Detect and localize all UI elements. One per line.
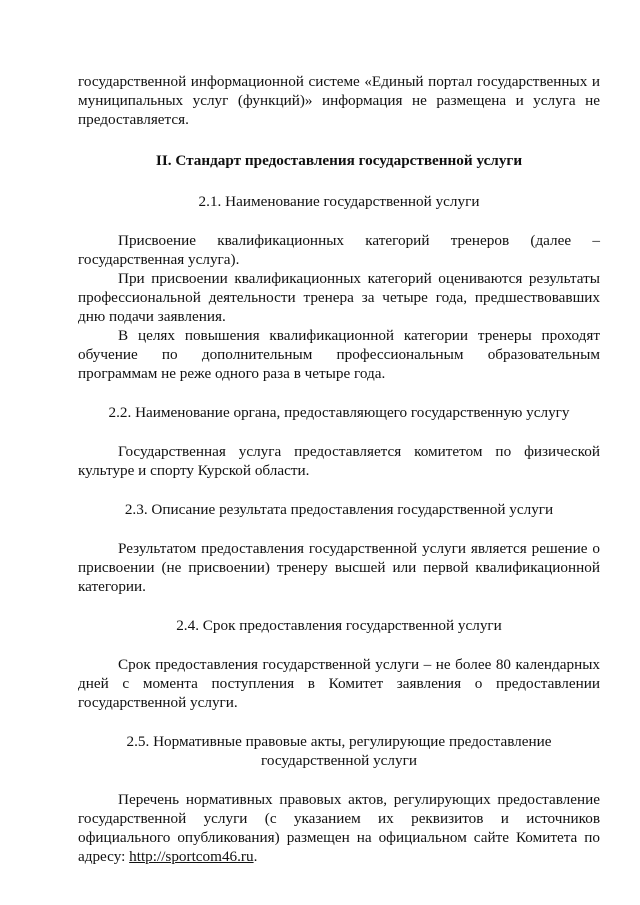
subsection-heading-2-3: 2.3. Описание результата предоставления государственной услуги — [124, 501, 554, 518]
paragraph-2-1-b: При присвоении квалификационных категорий оцениваются результаты профессиональной деятельности тренера за четыре года, предшествовавших дню подачи заявления. — [78, 270, 600, 325]
subsection-heading-2-4: 2.4. Срок предоставления государственной услуги — [176, 617, 502, 634]
subsection-heading-2-2: 2.2. Наименование органа, предоставляющего государственную услугу — [108, 404, 570, 421]
paragraph-2-1-a: Присвоение квалификационных категорий тренеров (далее – государственная услуга). — [78, 232, 600, 268]
paragraph-2-4: Срок предоставления государственной услуги – не более 80 календарных дней с момента поступления в Комитет заявления о предоставлении государственной услуги. — [78, 656, 600, 711]
paragraph-2-1-c: В целях повышения квалификационной категории тренеры проходят обучение по дополнительным профессиональным образовательным программам не реже одного раза в четыре года. — [78, 327, 600, 382]
paragraph-2-5-text: Перечень нормативных правовых актов, регулирующих предоставление государственной услуги (с указанием их реквизитов и источников официального опубликования) размещен на официальном сайте Комитета по адресу: — [78, 791, 600, 865]
sportcom-link[interactable]: http://sportcom46.ru — [129, 848, 254, 865]
subsection-heading-2-1: 2.1. Наименование государственной услуги — [198, 193, 480, 210]
subsection-heading-2-5-line1: 2.5. Нормативные правовые акты, регулирующие предоставление — [126, 733, 552, 750]
paragraph-2-5 — [78, 790, 600, 866]
section-title: II. Стандарт предоставления государственной услуги — [155, 152, 523, 169]
subsection-heading-2-5-line2: государственной услуги — [261, 752, 417, 769]
subsection-heading-2-5 — [78, 732, 600, 770]
paragraph-2-2: Государственная услуга предоставляется комитетом по физической культуре и спорту Курской области. — [78, 443, 600, 479]
paragraph-2-3: Результатом предоставления государственной услуги является решение о присвоении (не присвоении) тренеру высшей или первой квалификационной категории. — [78, 540, 600, 595]
intro-paragraph: государственной информационной системе «Единый портал государственных и муниципальных услуг (функций)» информация не размещена и услуга не предоставляется. — [78, 73, 600, 128]
paragraph-2-5-end: . — [253, 848, 258, 865]
